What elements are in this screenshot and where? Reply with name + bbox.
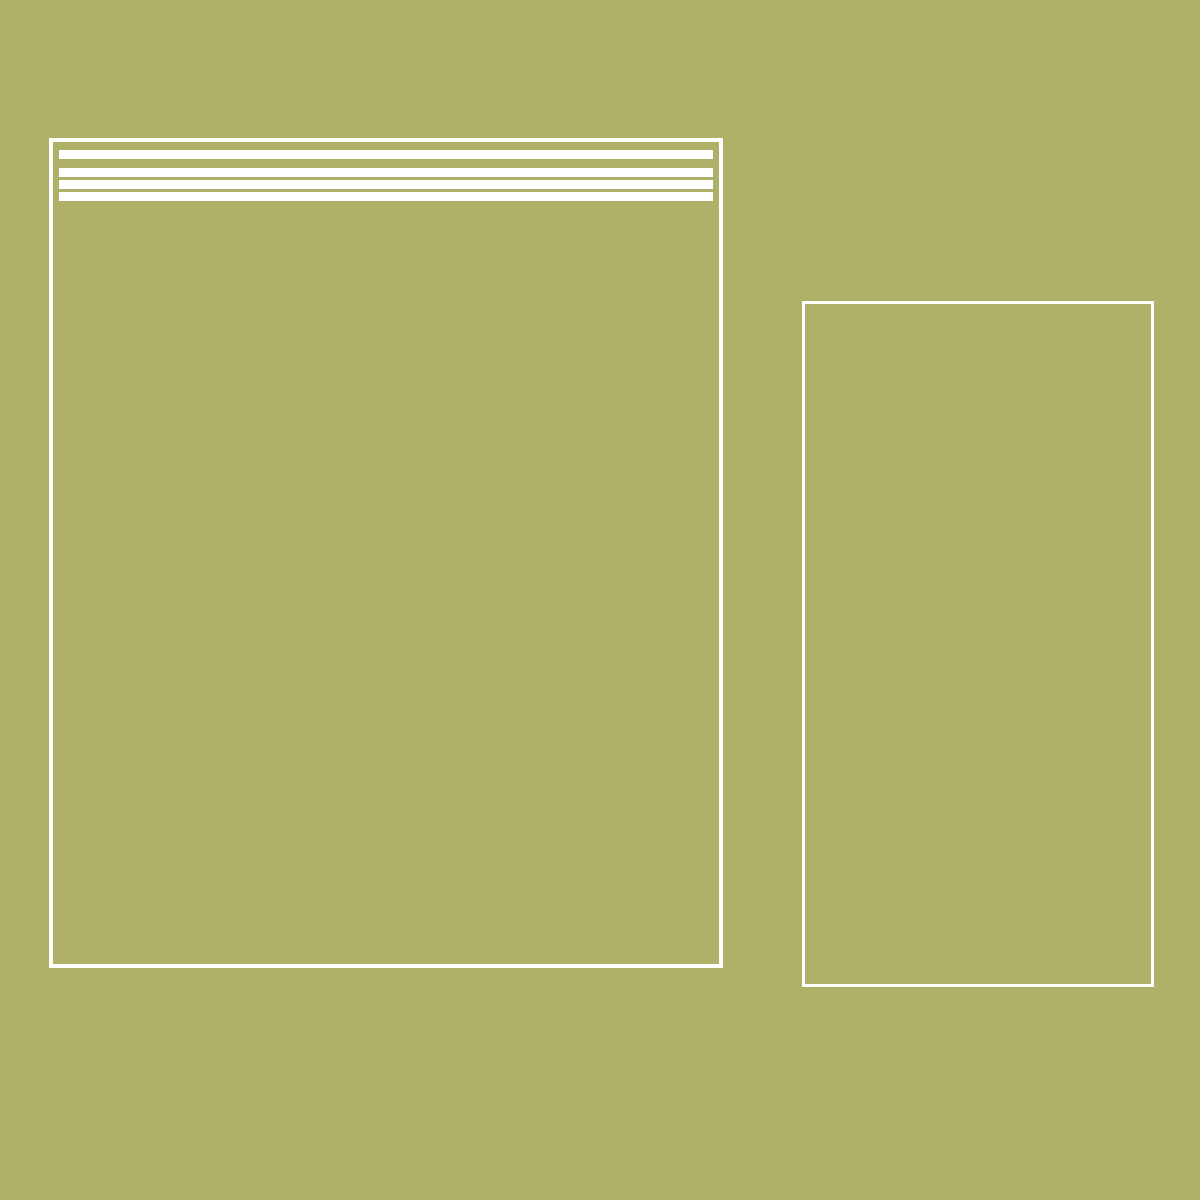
benefits-panel — [802, 301, 1154, 987]
footnotes — [60, 201, 712, 205]
divider-bar — [59, 168, 713, 177]
divider-bar — [59, 180, 713, 189]
divider-bar — [59, 192, 713, 201]
divider-bar — [59, 150, 713, 159]
supplement-facts-panel — [49, 138, 723, 968]
column-headers — [60, 159, 712, 164]
